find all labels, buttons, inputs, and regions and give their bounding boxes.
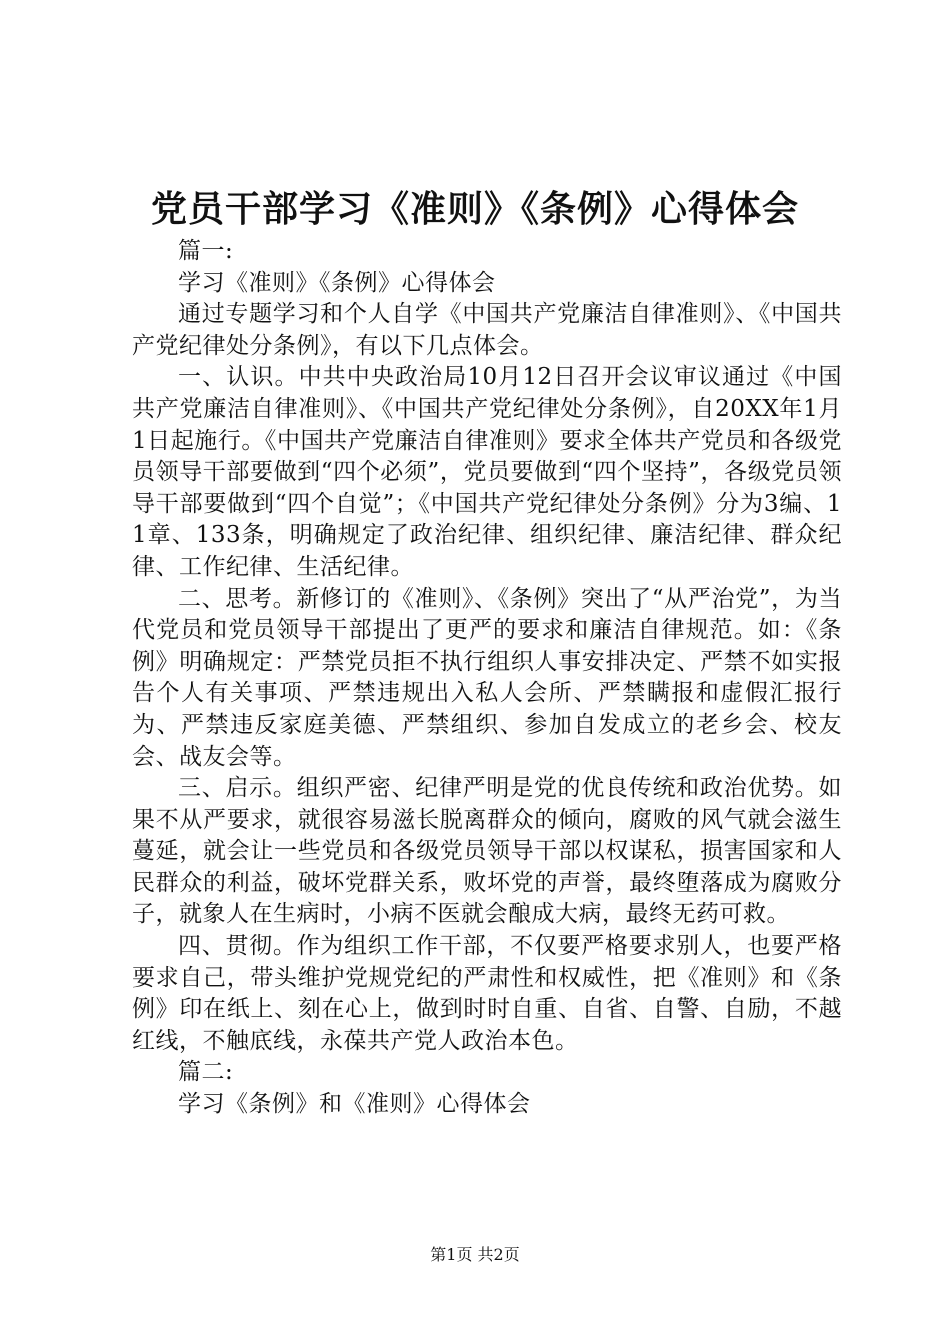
- body-paragraph-insight: 三、启示。组织严密、纪律严明是党的优良传统和政治优势。如果不从严要求，就很容易滋长脱离群众的倾向，腐败的风气就会滋生蔓延，就会让一些党员和各级党员领导干部以权谋私，损害国家和人民群众的利益，破坏党群关系，败坏党的声誉，最终堕落成为腐败分子，就象人在生病时，小病不医就会酿成大病，最终无药可救。: [132, 775, 842, 928]
- section-subtitle-part-two: 学习《条例》和《准则》心得体会: [178, 1091, 531, 1118]
- body-paragraph-implementation: 四、贯彻。作为组织工作干部，不仅要严格要求别人，也要严格要求自己，带头维护党规党纪的严肃性和权威性，把《准则》和《条例》印在纸上、刻在心上，做到时时自重、自省、自警、自励，不越红线，不触底线，永葆共产党人政治本色。: [132, 933, 842, 1054]
- page-number-footer: 第1页 共2页: [430, 1245, 520, 1264]
- document-body: [132, 236, 842, 1121]
- document-title: 党员干部学习《准则》《条例》心得体会: [150, 188, 799, 230]
- section-heading-part-two: 篇二:: [178, 1059, 234, 1086]
- body-paragraph-intro: 通过专题学习和个人自学《中国共产党廉洁自律准则》、《中国共产党纪律处分条例》，有以下几点体会。: [132, 301, 842, 359]
- body-paragraph-reflection: 二、思考。新修订的《准则》、《条例》突出了“从严治党”，为当代党员和党员领导干部提出了更严的要求和廉洁自律规范。如：《条例》明确规定：严禁党员拒不执行组织人事安排决定、严禁不如实报告个人有关事项、严禁违规出入私人会所、严禁瞒报和虚假汇报行为、严禁违反家庭美德、严禁组织、参加自发成立的老乡会、校友会、战友会等。: [132, 585, 842, 770]
- section-subtitle-part-one: 学习《准则》《条例》心得体会: [178, 269, 496, 296]
- body-paragraph-understanding: 一、认识。中共中央政治局10月12日召开会议审议通过《中国共产党廉洁自律准则》、《中国共产党纪律处分条例》，自20XX年1月1日起施行。《中国共产党廉洁自律准则》要求全体共产党员和各级党员领导干部要做到“四个必须”，党员要做到“四个坚持”，各级党员领导干部要做到“四个自觉”；《中国共产党纪律处分条例》分为3编、11章、133条，明确规定了政治纪律、组织纪律、廉洁纪律、群众纪律、工作纪律、生活纪律。: [132, 364, 842, 580]
- section-heading-part-one: 篇一:: [178, 238, 234, 264]
